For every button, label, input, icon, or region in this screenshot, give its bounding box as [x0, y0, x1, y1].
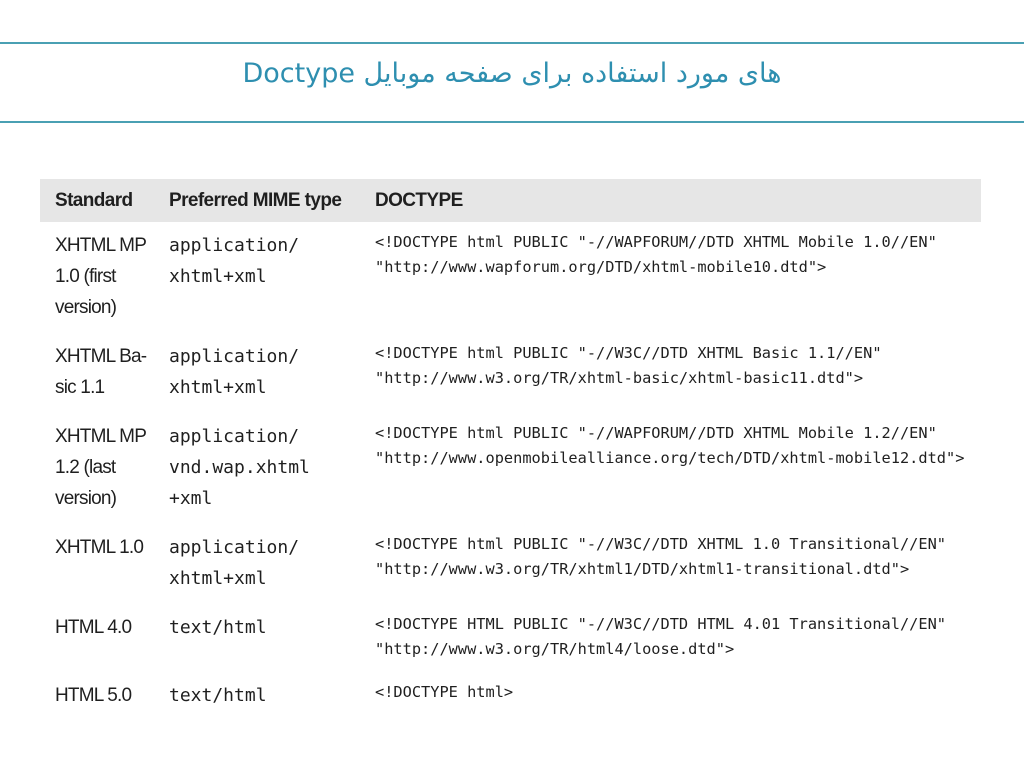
doctype-cell: [360, 413, 981, 524]
slide-title: Doctype های مورد استفاده برای صفحه موبایل: [242, 58, 782, 89]
mime-type-line: +xml: [169, 488, 213, 509]
doctype-line: <!DOCTYPE html PUBLIC "-//W3C//DTD XHTML 1.0 Transitional//EN": [375, 535, 946, 553]
table-row: [40, 604, 981, 672]
standard-line: 1.2 (last: [55, 457, 116, 478]
mime-type-line: xhtml+xml: [169, 266, 267, 287]
header-mime-type: Preferred MIME type: [154, 179, 360, 222]
doctype-line: <!DOCTYPE html>: [375, 683, 514, 701]
table-row: [40, 672, 981, 721]
doctype-line: <!DOCTYPE html PUBLIC "-//W3C//DTD XHTML Basic 1.1//EN": [375, 344, 882, 362]
doctype-line: <!DOCTYPE html PUBLIC "-//WAPFORUM//DTD XHTML Mobile 1.2//EN": [375, 424, 937, 442]
top-divider: [0, 42, 1024, 44]
doctype-line: "http://www.w3.org/TR/xhtml1/DTD/xhtml1-transitional.dtd">: [375, 560, 910, 578]
standard-line: HTML 5.0: [55, 685, 132, 706]
doctype-line: "http://www.openmobilealliance.org/tech/DTD/xhtml-mobile12.dtd">: [375, 449, 965, 467]
standard-line: version): [55, 297, 117, 318]
standard-cell: [40, 333, 154, 413]
doctype-line: "http://www.w3.org/TR/xhtml-basic/xhtml-basic11.dtd">: [375, 369, 864, 387]
mime-type-line: text/html: [169, 617, 267, 638]
doctype-cell: [360, 604, 981, 672]
mime-type-line: text/html: [169, 685, 267, 706]
mime-type-cell: [154, 222, 360, 333]
standard-line: HTML 4.0: [55, 617, 132, 638]
mime-type-line: xhtml+xml: [169, 568, 267, 589]
standard-cell: [40, 524, 154, 604]
table-row: [40, 222, 981, 333]
doctype-cell: [360, 524, 981, 604]
doctype-cell: [360, 333, 981, 413]
table-row: [40, 333, 981, 413]
standard-cell: [40, 672, 154, 721]
mime-type-cell: [154, 604, 360, 672]
standard-line: XHTML Ba-: [55, 346, 147, 367]
standard-line: XHTML 1.0: [55, 537, 144, 558]
mime-type-cell: [154, 524, 360, 604]
header-doctype: DOCTYPE: [360, 179, 981, 222]
bottom-divider: [0, 121, 1024, 123]
mime-type-line: application/: [169, 235, 300, 256]
standard-cell: [40, 604, 154, 672]
mime-type-cell: [154, 413, 360, 524]
header-row: [40, 179, 981, 222]
standard-cell: [40, 222, 154, 333]
mime-type-cell: [154, 672, 360, 721]
mime-type-line: application/: [169, 346, 300, 367]
table-header: [40, 179, 981, 222]
doctype-line: "http://www.w3.org/TR/html4/loose.dtd">: [375, 640, 735, 658]
standard-line: XHTML MP: [55, 235, 147, 256]
header-standard: Standard: [40, 179, 154, 222]
standard-line: sic 1.1: [55, 377, 105, 398]
standard-line: XHTML MP: [55, 426, 147, 447]
table-body: [40, 222, 981, 721]
standard-line: version): [55, 488, 117, 509]
table-row: [40, 524, 981, 604]
doctype-line: "http://www.wapforum.org/DTD/xhtml-mobile10.dtd">: [375, 258, 827, 276]
standard-cell: [40, 413, 154, 524]
standard-line: 1.0 (first: [55, 266, 116, 287]
doctype-cell: [360, 222, 981, 333]
doctype-line: <!DOCTYPE HTML PUBLIC "-//W3C//DTD HTML 4.01 Transitional//EN": [375, 615, 946, 633]
mime-type-line: xhtml+xml: [169, 377, 267, 398]
doctype-cell: [360, 672, 981, 721]
doctype-line: <!DOCTYPE html PUBLIC "-//WAPFORUM//DTD XHTML Mobile 1.0//EN": [375, 233, 937, 251]
mime-type-line: vnd.wap.xhtml: [169, 457, 310, 478]
mime-type-line: application/: [169, 426, 300, 447]
doctype-table: [40, 179, 981, 721]
mime-type-cell: [154, 333, 360, 413]
table-row: [40, 413, 981, 524]
mime-type-line: application/: [169, 537, 300, 558]
